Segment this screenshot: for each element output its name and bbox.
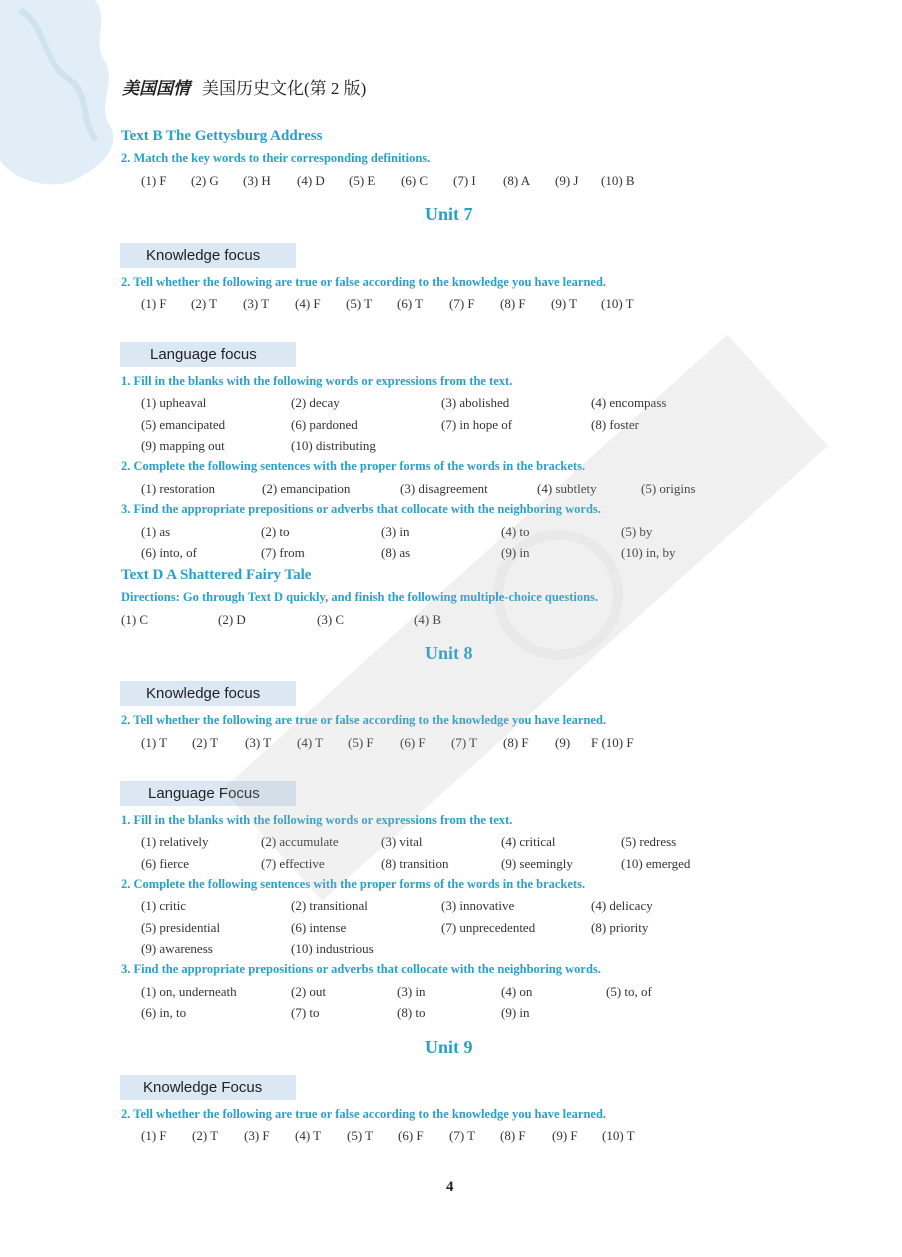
- unit-8-heading: Unit 8: [425, 643, 473, 663]
- answer: (3) abolished: [441, 395, 510, 410]
- answer: (6) C: [401, 173, 429, 188]
- answer: (9) in: [501, 1005, 530, 1020]
- unit7-lang-q2-instruction: 2. Complete the following sentences with the proper forms of the words in the brackets.: [121, 459, 586, 473]
- answer: (4) delicacy: [591, 898, 653, 913]
- unit7-lang-q1-instruction: 1. Fill in the blanks with the following words or expressions from the text.: [121, 374, 513, 388]
- answer: (9): [555, 735, 571, 750]
- answer: (1) on, underneath: [141, 984, 237, 999]
- answer: (2) T: [192, 735, 219, 750]
- answer: (1) restoration: [141, 481, 216, 496]
- answer: (9) awareness: [141, 941, 213, 956]
- header-brand: 美国国情: [122, 79, 190, 98]
- answer: (8) A: [503, 173, 531, 188]
- answer: (3) F: [244, 1128, 270, 1143]
- answer: (1) F: [141, 1128, 167, 1143]
- unit8-lang-q1-instruction: 1. Fill in the blanks with the following words or expressions from the text.: [121, 813, 513, 827]
- answer: (4) T: [297, 735, 324, 750]
- answer: (4) T: [295, 1128, 322, 1143]
- unit8-lang-q2-instruction: 2. Complete the following sentences with the proper forms of the words in the brackets.: [121, 877, 586, 891]
- answer: (5) origins: [641, 481, 696, 496]
- answer: (4) D: [297, 173, 325, 188]
- answer: (9) J: [555, 173, 579, 188]
- answer: (3) C: [317, 612, 345, 627]
- answer: (7) in hope of: [441, 417, 513, 432]
- unit-9-heading: Unit 9: [425, 1037, 473, 1057]
- unit8-lang-q3-instruction: 3. Find the appropriate prepositions or adverbs that collocate with the neighboring words.: [121, 962, 601, 976]
- answer: (8) F: [503, 735, 529, 750]
- answer: (2) transitional: [291, 898, 368, 913]
- answer: (7) T: [451, 735, 478, 750]
- answer: (9) in: [501, 545, 530, 560]
- answer: (10) B: [601, 173, 635, 188]
- answer: (7) to: [291, 1005, 320, 1020]
- textb-instruction: 2. Match the key words to their corresponding definitions.: [121, 151, 431, 165]
- answer: (6) F: [398, 1128, 424, 1143]
- unit7-knowledge-instruction: 2. Tell whether the following are true or false according to the knowledge you have learned.: [121, 275, 607, 289]
- answer: (4) encompass: [591, 395, 667, 410]
- answer: (6) in, to: [141, 1005, 187, 1020]
- answer: (7) effective: [261, 856, 325, 871]
- answer: (5) T: [346, 296, 373, 311]
- answer: (5) redress: [621, 834, 677, 849]
- answer: F (10) F: [591, 735, 634, 750]
- answer: (7) unprecedented: [441, 920, 536, 935]
- page-header: [122, 74, 366, 99]
- label-text: Knowledge focus: [146, 247, 261, 264]
- answer: (6) intense: [291, 920, 347, 935]
- label-text: Language focus: [150, 346, 257, 363]
- answer: (8) priority: [591, 920, 649, 935]
- answer: (1) T: [141, 735, 168, 750]
- unit8-knowledge-instruction: 2. Tell whether the following are true or false according to the knowledge you have learned.: [121, 713, 607, 727]
- answer: (5) T: [347, 1128, 374, 1143]
- answer: (7) from: [261, 545, 305, 560]
- answer: (8) F: [500, 1128, 526, 1143]
- answer: (3) disagreement: [400, 481, 488, 496]
- answer: (3) in: [397, 984, 426, 999]
- answer: (4) to: [501, 524, 530, 539]
- unit7-lang-q3-instruction: 3. Find the appropriate prepositions or adverbs that collocate with the neighboring words.: [121, 502, 601, 516]
- unit9-knowledge-label: [120, 1075, 296, 1100]
- corner-decoration: [0, 0, 140, 190]
- answer: (5) E: [349, 173, 376, 188]
- label-text: Language Focus: [148, 785, 260, 802]
- answer: (7) I: [453, 173, 476, 188]
- answer: (7) T: [449, 1128, 476, 1143]
- answer: (2) G: [191, 173, 219, 188]
- answer: (9) F: [552, 1128, 578, 1143]
- answer: (8) transition: [381, 856, 449, 871]
- answer: (1) as: [141, 524, 171, 539]
- answer: (1) critic: [141, 898, 187, 913]
- answer: (2) decay: [291, 395, 340, 410]
- answer: (10) distributing: [291, 438, 376, 453]
- answer: (2) emancipation: [262, 481, 351, 496]
- answer: (6) T: [397, 296, 424, 311]
- unit-7-heading: Unit 7: [425, 204, 473, 224]
- answer: (10) industrious: [291, 941, 374, 956]
- answer: (2) out: [291, 984, 327, 999]
- answer: (4) critical: [501, 834, 556, 849]
- answer: (4) subtlety: [537, 481, 597, 496]
- answer: (2) accumulate: [261, 834, 339, 849]
- answer: (7) F: [449, 296, 475, 311]
- answer: (1) C: [121, 612, 149, 627]
- answer: (8) as: [381, 545, 411, 560]
- label-text: Knowledge Focus: [143, 1079, 263, 1096]
- answer: (10) in, by: [621, 545, 676, 560]
- answer: (3) in: [381, 524, 410, 539]
- answer: (9) seemingly: [501, 856, 573, 871]
- answer: (1) F: [141, 296, 167, 311]
- unit8-language-label: [120, 781, 296, 806]
- answer: (6) into, of: [141, 545, 197, 560]
- unit7-knowledge-label: [120, 243, 296, 268]
- label-text: Knowledge focus: [146, 685, 261, 702]
- answer: (4) B: [414, 612, 442, 627]
- answer: (5) presidential: [141, 920, 221, 935]
- answer: (8) F: [500, 296, 526, 311]
- answer: (5) emancipated: [141, 417, 226, 432]
- answer: (4) F: [295, 296, 321, 311]
- answer: (1) relatively: [141, 834, 209, 849]
- answer: (1) F: [141, 173, 167, 188]
- answer: (9) mapping out: [141, 438, 225, 453]
- textd-instruction: Directions: Go through Text D quickly, and finish the following multiple-choice questions.: [121, 590, 599, 604]
- answer: (3) H: [243, 173, 271, 188]
- answer: (2) T: [191, 296, 218, 311]
- answer: (6) pardoned: [291, 417, 358, 432]
- answer: (8) foster: [591, 417, 640, 432]
- answer: (4) on: [501, 984, 533, 999]
- answer: (3) vital: [381, 834, 423, 849]
- answer: (6) fierce: [141, 856, 189, 871]
- answer: (8) to: [397, 1005, 426, 1020]
- answer: (3) innovative: [441, 898, 515, 913]
- unit9-knowledge-instruction: 2. Tell whether the following are true or false according to the knowledge you have learned.: [121, 1107, 607, 1121]
- textb-title: Text B The Gettysburg Address: [121, 128, 323, 144]
- answer: (9) T: [551, 296, 578, 311]
- answer: (6) F: [400, 735, 426, 750]
- answer: (5) to, of: [606, 984, 652, 999]
- answer: (2) to: [261, 524, 290, 539]
- answer: (10) T: [602, 1128, 635, 1143]
- unit8-knowledge-label: [120, 681, 296, 706]
- answer: (5) by: [621, 524, 653, 539]
- header-title: 美国历史文化(第 2 版): [202, 79, 367, 98]
- page-number: 4: [446, 1179, 454, 1195]
- answer: (3) T: [243, 296, 270, 311]
- answer: (5) F: [348, 735, 374, 750]
- answer: (10) T: [601, 296, 634, 311]
- answer: (2) T: [192, 1128, 219, 1143]
- answer: (10) emerged: [621, 856, 691, 871]
- answer: (3) T: [245, 735, 272, 750]
- textd-title: Text D A Shattered Fairy Tale: [121, 567, 312, 583]
- answer: (1) upheaval: [141, 395, 207, 410]
- answer: (2) D: [218, 612, 246, 627]
- unit7-language-label: [120, 342, 296, 367]
